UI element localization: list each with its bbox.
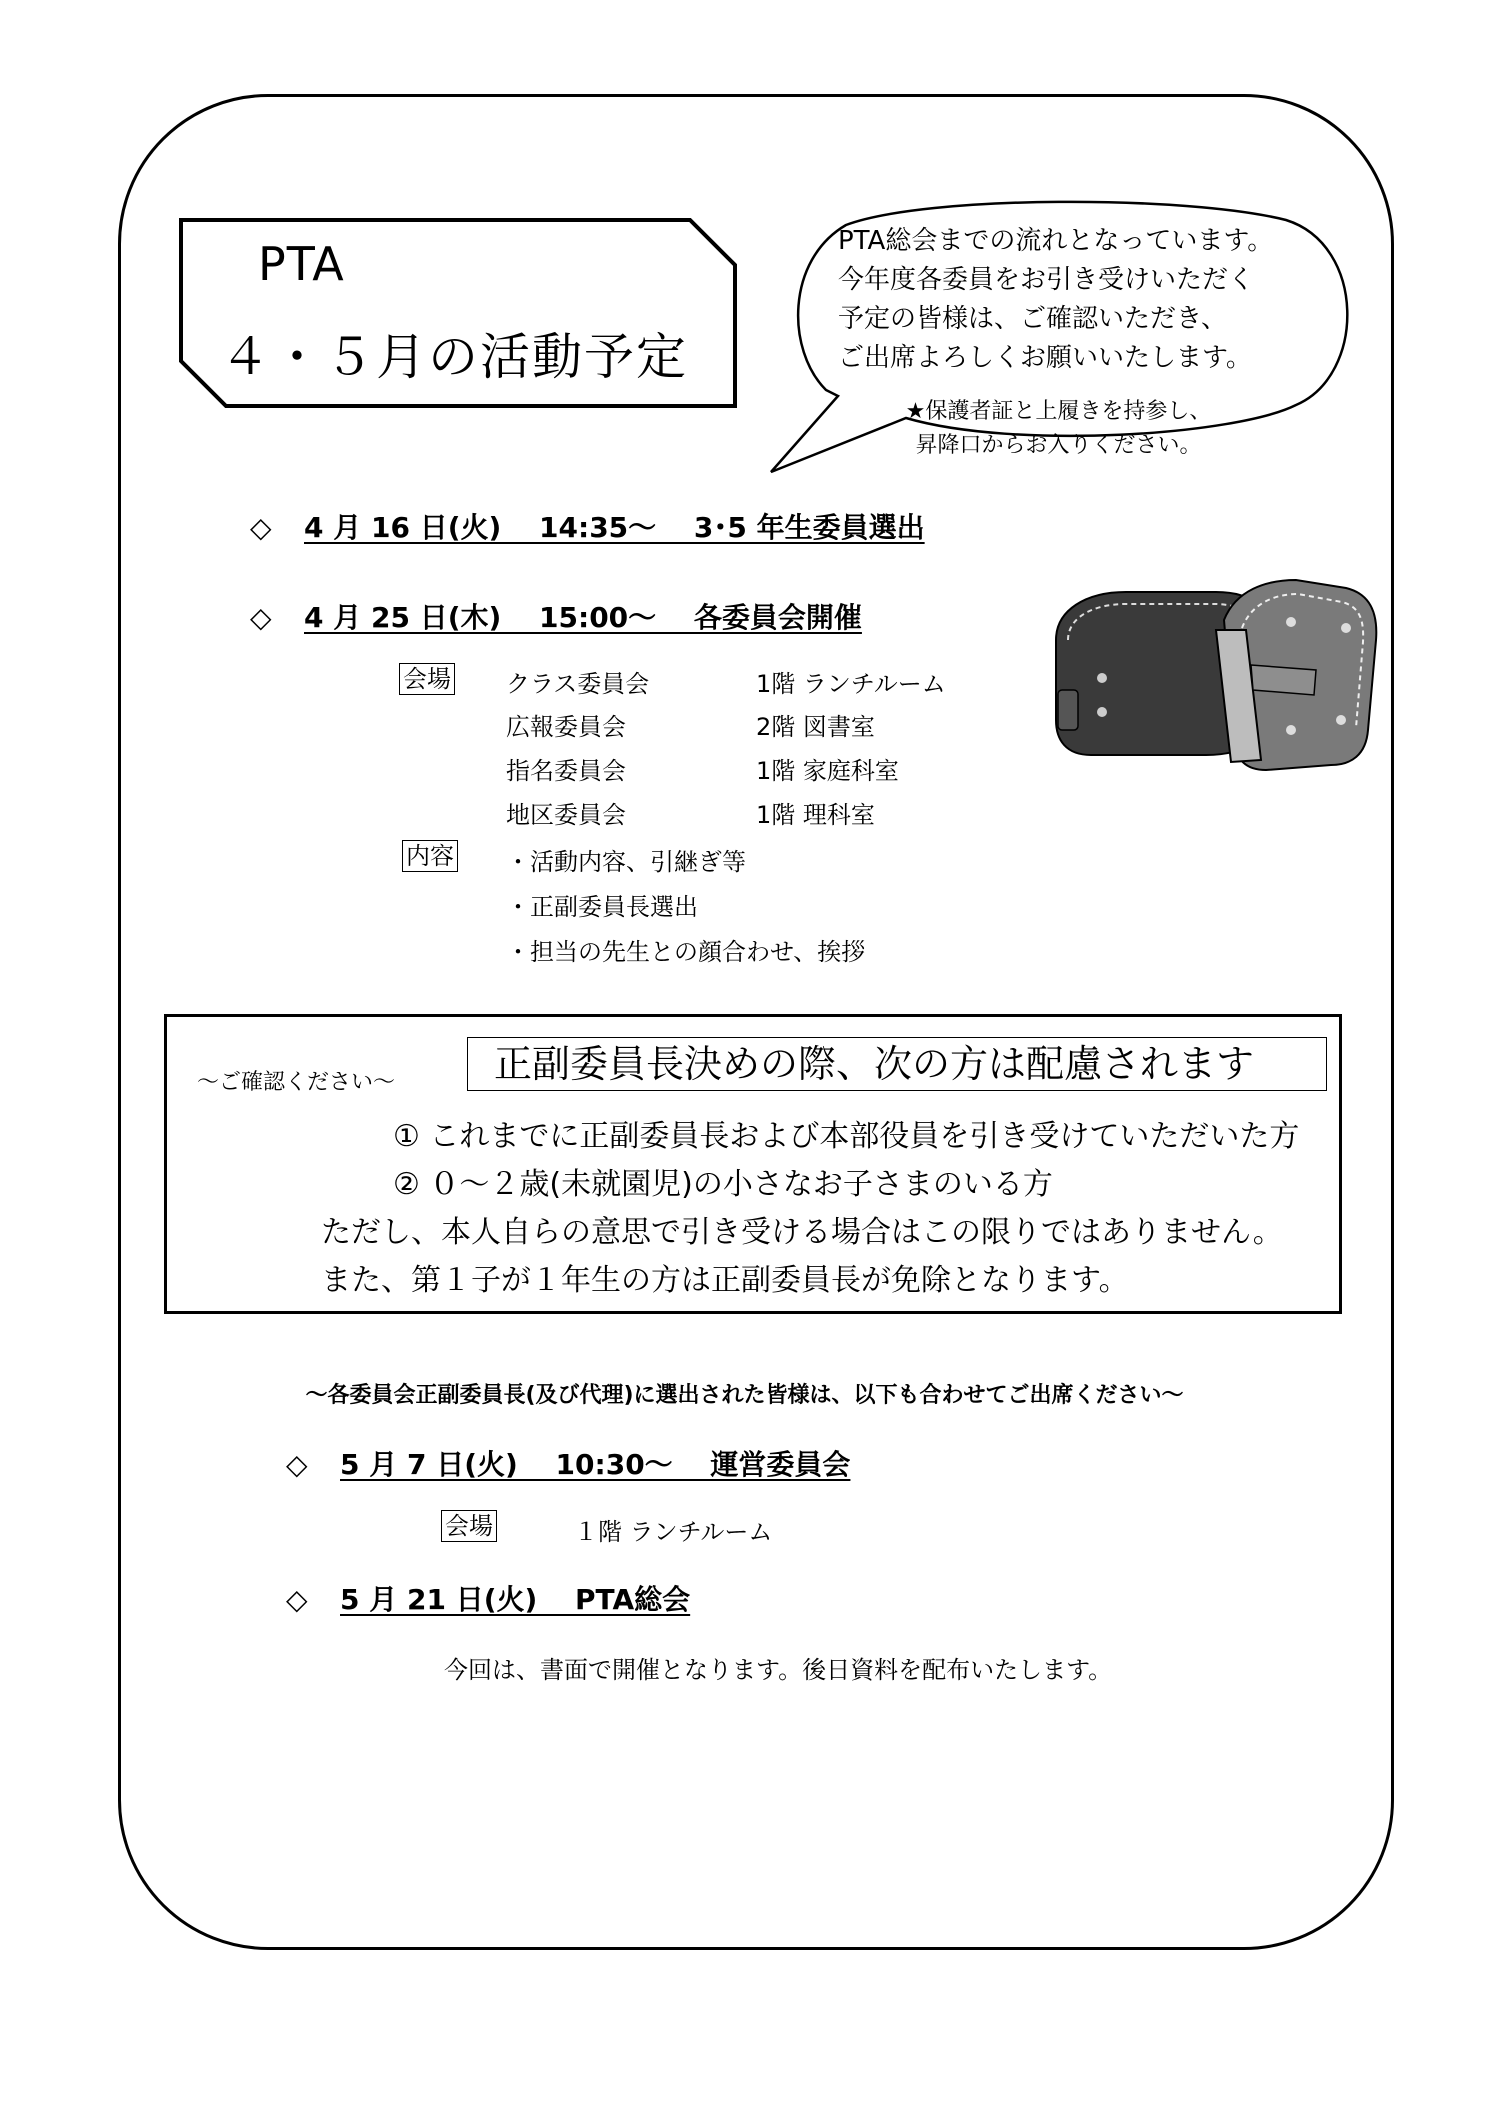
page-title: ４・５月の活動予定 <box>220 328 688 386</box>
speech-bubble <box>766 200 1366 490</box>
confirm-item: ① これまでに正副委員長および本部役員を引き受けていただいた方 <box>393 1119 1300 1154</box>
bubble-line: 今年度各委員をお引き受けいただく <box>838 265 1255 295</box>
content-item: ・担当の先生との顔合わせ、挨拶 <box>506 938 866 966</box>
bubble-line: 予定の皆様は、ご確認いただき、 <box>838 304 1227 334</box>
diamond-icon: ◇ <box>286 1583 308 1616</box>
may-venue-label: 会場 <box>441 1510 497 1542</box>
bubble-message <box>838 222 1273 378</box>
venue-label: 会場 <box>399 663 455 695</box>
event-apr16 <box>250 506 925 546</box>
event-may7 <box>286 1443 850 1483</box>
general-meeting-note: 今回は、書面で開催となります。後日資料を配布いたします。 <box>444 1656 1113 1684</box>
bubble-note-line: 昇降口からお入りください。 <box>915 433 1202 458</box>
bubble-line: PTA総会までの流れとなっています。 <box>838 226 1274 256</box>
bubble-note-line: ★保護者証と上履きを持参し、 <box>905 399 1212 424</box>
event-text: 5 月 7 日(火) 10:30～ 運営委員会 <box>340 1448 851 1481</box>
content-label: 内容 <box>402 840 458 872</box>
notice-text: ～各委員会正副委員長(及び代理)に選出された皆様は、以下も合わせてご出席ください～ <box>305 1383 1184 1408</box>
title-line1: PTA <box>258 237 345 291</box>
committee-name: 地区委員会 <box>506 801 626 829</box>
committee-place: 1階 理科室 <box>756 801 875 829</box>
confirm-label: ～ご確認ください～ <box>197 1070 396 1095</box>
committee-place: 2階 図書室 <box>756 713 875 741</box>
bubble-note <box>766 395 1351 463</box>
diamond-icon: ◇ <box>286 1448 308 1481</box>
event-may21 <box>286 1578 690 1618</box>
may-venue-place: １階 ランチルーム <box>574 1518 773 1546</box>
confirm-item: ② ０～２歳(未就園児)の小さなお子さまのいる方 <box>393 1167 1053 1202</box>
school-bag-illustration <box>1046 570 1386 780</box>
committee-place: 1階 家庭科室 <box>756 757 899 785</box>
event-text: 5 月 21 日(火) PTA総会 <box>340 1583 691 1616</box>
confirm-box <box>164 1014 1342 1314</box>
event-text: 4 月 25 日(木) 15:00～ 各委員会開催 <box>304 601 862 634</box>
committee-name: 広報委員会 <box>506 713 626 741</box>
bubble-line: ご出席よろしくお願いいたします。 <box>838 343 1252 373</box>
diamond-icon: ◇ <box>250 601 272 634</box>
committee-name: クラス委員会 <box>506 670 650 698</box>
diamond-icon: ◇ <box>250 511 272 544</box>
confirm-note: ただし、本人自らの意思で引き受ける場合はこの限りではありません。 <box>321 1215 1283 1250</box>
event-apr25 <box>250 596 862 636</box>
title-box <box>178 217 738 409</box>
event-text: 4 月 16 日(火) 14:35～ 3･5 年生委員選出 <box>304 511 925 544</box>
confirm-note: また、第１子が１年生の方は正副委員長が免除となります。 <box>321 1263 1129 1298</box>
content-item: ・活動内容、引継ぎ等 <box>506 848 746 876</box>
committee-place: 1階 ランチルーム <box>756 670 946 698</box>
committee-name: 指名委員会 <box>506 757 626 785</box>
confirm-headline: 正副委員長決めの際、次の方は配慮されます <box>467 1037 1327 1091</box>
content-item: ・正副委員長選出 <box>506 893 698 921</box>
